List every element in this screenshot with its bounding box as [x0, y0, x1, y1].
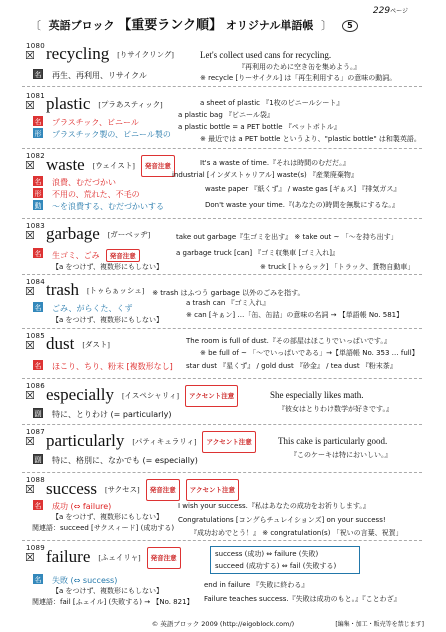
- checkbox-icon[interactable]: ☒: [25, 229, 35, 242]
- checkbox-icon[interactable]: ☒: [25, 551, 35, 564]
- checkbox-icon[interactable]: ☒: [25, 159, 35, 172]
- checkbox-icon[interactable]: ☒: [25, 49, 35, 62]
- antonym-box: success (成功) ⇔ failure (失敗) succeed (成功する) ⇔ fail (失敗する): [210, 546, 360, 574]
- page-header: 〔 英語ブロック 【重要ランク順】 オリジナル単語帳 〕 5: [30, 14, 420, 32]
- checkbox-icon[interactable]: ☒: [25, 339, 35, 352]
- checkbox-icon[interactable]: ☒: [25, 389, 35, 402]
- page-number: 229ページ: [372, 6, 408, 16]
- chapter-circle: 5: [342, 20, 358, 32]
- checkbox-icon[interactable]: ☒: [25, 99, 35, 112]
- checkbox-icon[interactable]: ☒: [25, 483, 35, 496]
- footer: © 英語ブロック 2009 (http://eigoblock.com/) [編集・加工・販売等を禁じます]: [151, 620, 424, 628]
- word: recycling [りサイクリング]: [46, 44, 174, 63]
- checkbox-icon[interactable]: ☒: [25, 285, 35, 298]
- checkbox-icon[interactable]: ☒: [25, 435, 35, 448]
